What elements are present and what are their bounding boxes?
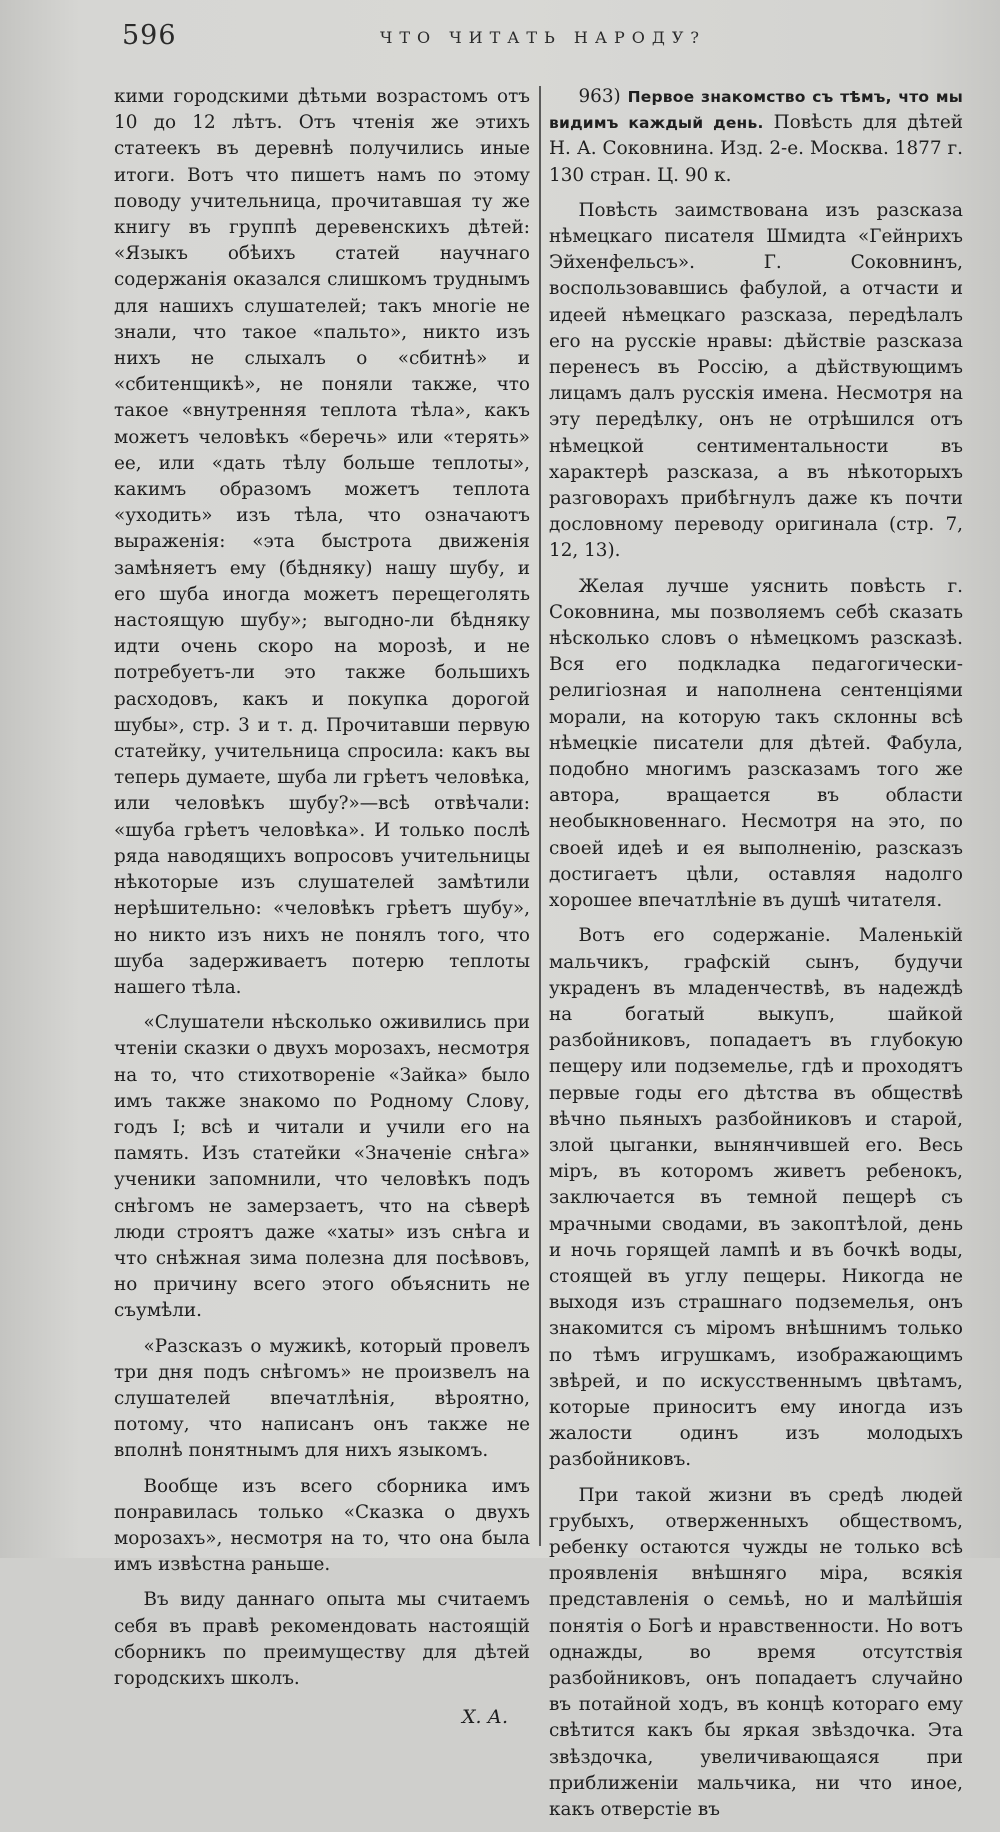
right-paragraph-4: При такой жизни въ средѣ людей грубыхъ, отверженныхъ обществомъ, ребенку остаются чужды не только всѣ проявленія внѣшняго міра, всякія представленія о семьѣ, но и малѣйшія понятія о Богѣ и нравственности. Но вотъ однажды, во время отсутствія разбойниковъ, онъ попадаетъ случайно въ потайной ходъ, въ концѣ котораго ему свѣтится какъ бы яркая звѣздочка. Эта звѣздочка, увеличивающаяся при приближеніи мальчика, ни что иное, какъ отверстіе въ: [549, 1484, 963, 1820]
right-column: [549, 84, 963, 1832]
running-title: ЧТО ЧИТАТЬ НАРОДУ?: [380, 28, 706, 47]
right-paragraph-2: Желая лучше уяснить повѣсть г. Соковнина, мы позволяемъ себѣ сказать нѣсколько словъ о нѣмецкомъ разсказѣ. Вся его подкладка педагогически-религіозная и наполнена сентенціями морали, на которую такъ склонны всѣ нѣмецкіе писатели для дѣтей. Фабула, подобно многимъ разсказамъ того же автора, вращается въ области необыкновеннаго. Несмотря на это, по своей идеѣ и ея выполненію, разсказъ достигаетъ цѣли, оставляя надолго хорошее впечатлѣніе въ душѣ читателя.: [549, 575, 963, 912]
left-paragraph-2: «Слушатели нѣсколько оживились при чтеніи сказки о двухъ морозахъ, несмотря на то, что стихотвореніе «Зайка» было имъ также знакомо по Родному Слову, годъ I; всѣ и читали и учили его на память. Изъ статейки «Значеніе снѣга» ученики запомнили, что человѣкъ подъ снѣгомъ не замерзаетъ, что на сѣверѣ люди строятъ даже «хаты» изъ снѣга и что снѣжная зима полезна для посѣвовъ, но причину всего этого объяснить не съумѣли.: [114, 1012, 530, 1322]
left-column: [114, 84, 530, 1730]
left-paragraph-1: кими городскими дѣтьми возрастомъ отъ 10 до 12 лѣтъ. Отъ чтенія же этихъ статеекъ въ деревнѣ получились иные итоги. Вотъ что пишетъ намъ по этому поводу учительница, прочитавшая ту же книгу въ группѣ деревенскихъ дѣтей: «Языкъ обѣихъ статей научнаго содержанія оказался слишкомъ труднымъ для нашихъ слушателей; такъ многіе не знали, что такое «пальто», никто изъ нихъ не слыхалъ о «сбитнѣ» и «сбитенщикѣ», не поняли также, что такое «внутренняя теплота тѣла», какъ можетъ человѣкъ «беречь» или «терять» ее, или «дать тѣлу больше теплоты», какимъ образомъ можетъ теплота «уходить» изъ тѣла, что означаютъ выраженія: «эта быстрота движенія замѣняетъ ему (бѣдняку) нашу шубу, и его шуба иногда можетъ перещеголять настоящую шубу»; выгодно-ли бѣдняку идти очень скоро на морозѣ, и не потребуетъ-ли это также большихъ расходовъ, какъ и покупка дорогой шубы», стр. 3 и т. д. Прочитавши первую статейку, учительница спросила: какъ вы теперь думаете, шуба ли грѣетъ человѣка, или человѣкъ шубу?»—всѣ отвѣчали: «шуба грѣетъ человѣка». И только послѣ ряда наводящихъ вопросовъ учительницы нѣкоторые изъ слушателей замѣтили нерѣшительно: «человѣкъ грѣетъ шубу», но никто изъ нихъ не понялъ того, что шуба задерживаетъ потерю теплоты нашего тѣла.: [114, 86, 530, 998]
left-paragraph-3: «Разсказъ о мужикѣ, который провелъ три дня подъ снѣгомъ» не произвелъ на слушателей впечатлѣнія, вѣроятно, потому, что написанъ онъ также не вполнѣ понятнымъ для нихъ языкомъ.: [114, 1335, 530, 1462]
catalog-entry: [549, 84, 963, 189]
column-divider: [539, 86, 541, 1546]
entry-number: 963): [578, 86, 621, 107]
entry-title: Первое знакомство съ тѣмъ, что мы видимъ каждый день.: [549, 88, 963, 133]
page-number: 596: [122, 20, 177, 51]
right-paragraph-1: Повѣсть заимствована изъ разсказа нѣмецкаго писателя Шмидта «Гейнрихъ Эйхенфельсъ». Г. Соковнинъ, воспользовавшись фабулой, а отчасти и идеей нѣмецкаго разсказа, передѣлалъ его на русскіе нравы: дѣйствіе разсказа перенесъ въ Россію, а дѣйствующимъ лицамъ далъ русскія имена. Несмотря на эту передѣлку, онъ не отрѣшился отъ нѣмецкой сентиментальности въ характерѣ разсказа, а въ нѣкоторыхъ разговорахъ прибѣгнулъ даже къ почти дословному переводу оригинала (стр. 7, 12, 13).: [549, 199, 963, 562]
entry-details: Повѣсть для дѣтей Н. А. Соковнина. Изд. 2-е. Москва. 1877 г. 130 стран. Ц. 90 к.: [549, 112, 963, 186]
right-paragraph-3: Вотъ его содержаніе. Маленькій мальчикъ, графскій сынъ, будучи украденъ въ младенчествѣ, въ надеждѣ на богатый выкупъ, шайкой разбойниковъ, попадаетъ въ глубокую пещеру или подземелье, гдѣ и проходятъ первые годы его дѣтства въ обществѣ вѣчно пьяныхъ разбойниковъ и старой, злой цыганки, вынянчившей его. Весь міръ, въ которомъ живетъ ребенокъ, заключается въ темной пещерѣ съ мрачными сводами, въ закоптѣлой, день и ночь горящей лампѣ и въ бочкѣ воды, стоящей въ углу пещеры. Никогда не выходя изъ страшнаго подземелья, онъ знакомится съ міромъ внѣшнимъ только по тѣмъ игрушкамъ, изображающимъ звѣрей, и по искусственнымъ цвѣтамъ, которые приноситъ ему иногда изъ жалости одинъ изъ молодыхъ разбойниковъ.: [549, 925, 963, 1471]
author-signature: Х. А.: [461, 1706, 508, 1729]
left-paragraph-5: Въ виду даннаго опыта мы считаемъ себя въ правѣ рекомендовать настоящій сборникъ по преимуществу для дѣтей городскихъ школъ.: [114, 1589, 530, 1689]
left-paragraph-4: Вообще изъ всего сборника имъ понравилась только «Сказка о двухъ морозахъ», несмотря на то, что она была имъ извѣстна раньше.: [114, 1475, 530, 1576]
